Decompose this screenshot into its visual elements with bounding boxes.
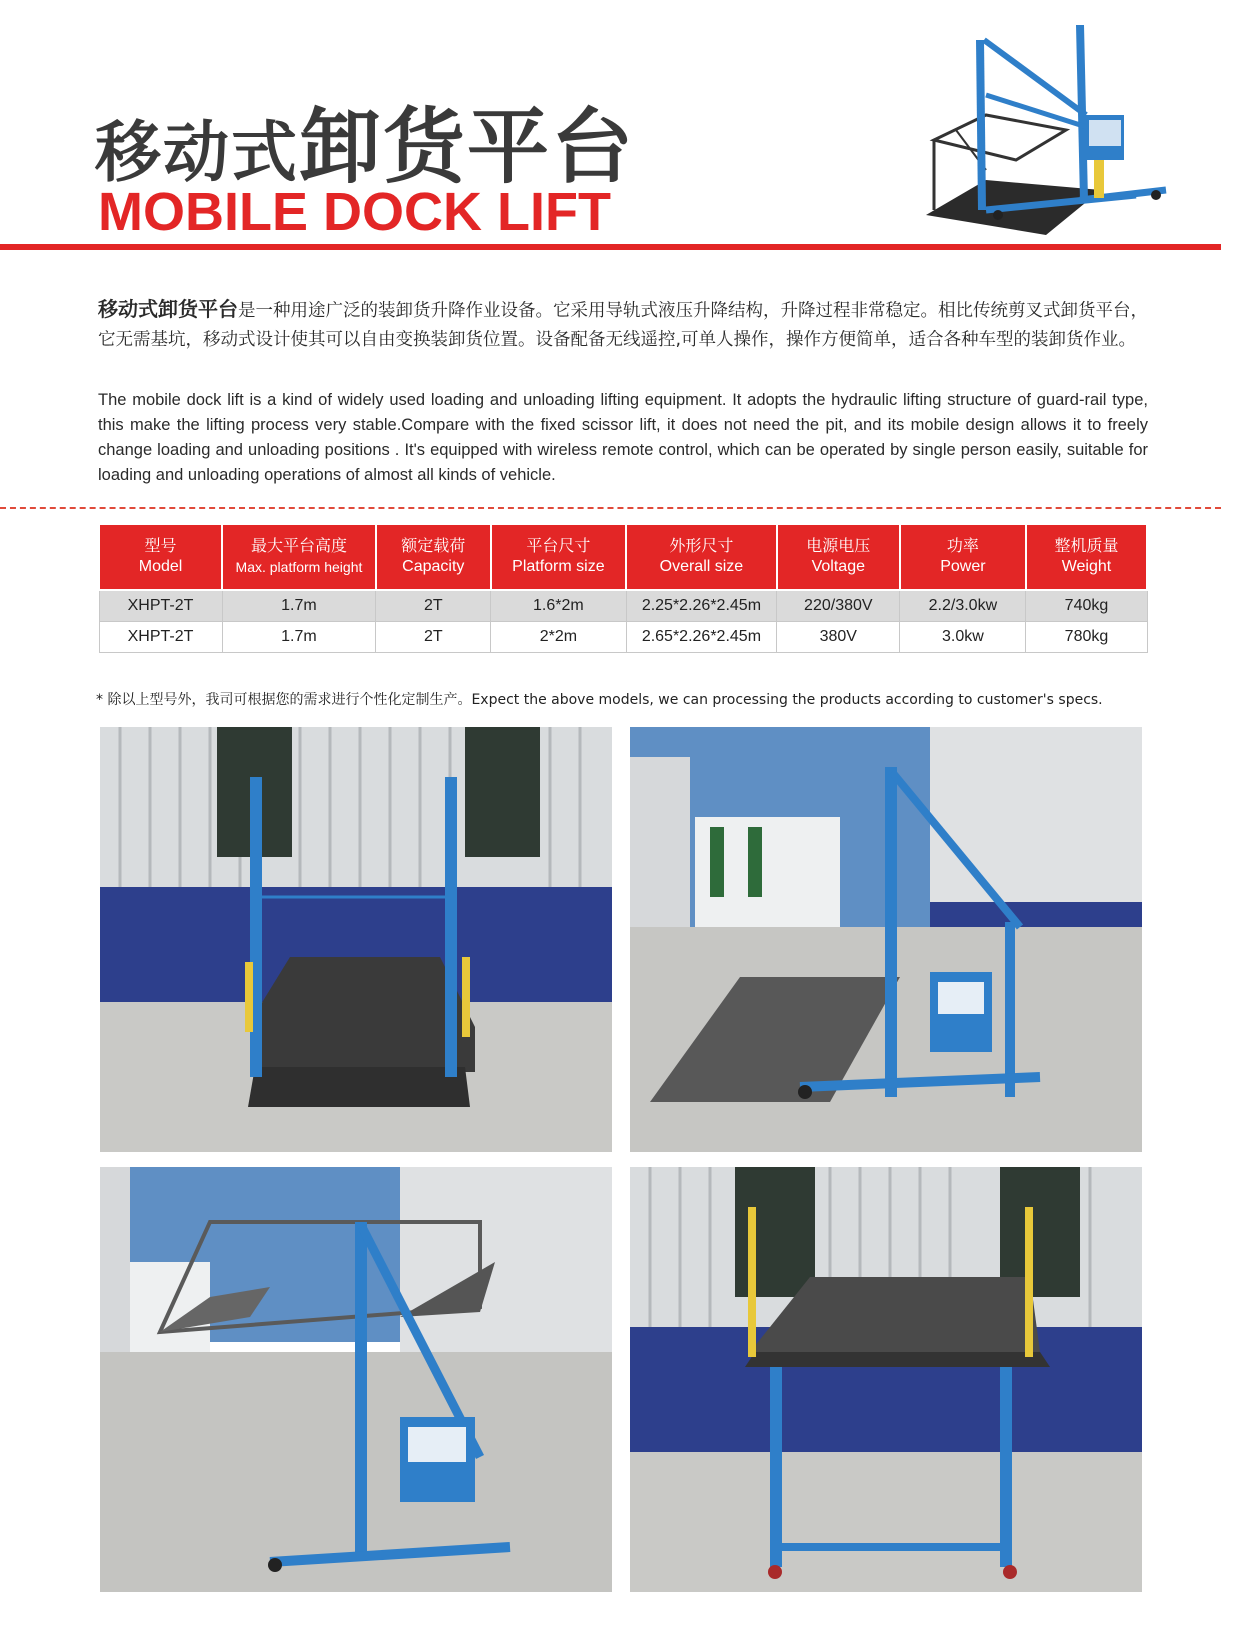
product-photo-front xyxy=(100,727,612,1152)
table-cell: 780kg xyxy=(1026,622,1147,653)
table-cell: 2.2/3.0kw xyxy=(900,590,1026,622)
table-cell: XHPT-2T xyxy=(99,622,222,653)
col-header-platform-size: 平台尺寸 Platform size xyxy=(491,524,626,590)
table-cell: 220/380V xyxy=(777,590,900,622)
table-row xyxy=(99,590,1147,622)
col-header-model: 型号 Model xyxy=(99,524,222,590)
table-cell: 740kg xyxy=(1026,590,1147,622)
table-cell: 2*2m xyxy=(491,622,626,653)
table-cell: 1.7m xyxy=(222,622,376,653)
product-photo-raised xyxy=(100,1167,612,1592)
col-header-height: 最大平台高度 Max. platform height xyxy=(222,524,376,590)
table-cell: 1.7m xyxy=(222,590,376,622)
page-title-en: MOBILE DOCK LIFT xyxy=(98,182,611,242)
table-cell: 380V xyxy=(777,622,900,653)
table-cell: 3.0kw xyxy=(900,622,1026,653)
description-cn-body: 是一种用途广泛的装卸货升降作业设备。它采用导轨式液压升降结构，升降过程非常稳定。相比传统剪叉式卸货平台，它无需基坑，移动式设计使其可以自由变换装卸货位置。设备配备无线遥控,可单人操作，操作方便简单，适合各种车型的装卸货作业。 xyxy=(98,301,1148,350)
title-cn-big: 卸货平台 xyxy=(299,100,636,195)
table-cell: XHPT-2T xyxy=(99,590,222,622)
col-header-capacity: 额定载荷 Capacity xyxy=(376,524,491,590)
table-cell: 2.25*2.26*2.45m xyxy=(626,590,777,622)
header-divider xyxy=(0,244,1221,250)
table-header-row xyxy=(99,524,1147,590)
table-cell: 1.6*2m xyxy=(491,590,626,622)
dashed-divider xyxy=(0,507,1221,509)
table-cell: 2T xyxy=(376,590,491,622)
col-header-voltage: 电源电压 Voltage xyxy=(777,524,900,590)
col-header-weight: 整机质量 Weight xyxy=(1026,524,1147,590)
col-header-power: 功率 Power xyxy=(900,524,1026,590)
spec-table xyxy=(98,523,1148,653)
customization-note: * 除以上型号外，我司可根据您的需求进行个性化定制生产。Expect the above models, we can processing the products according to customer's specs. xyxy=(96,692,1103,708)
product-photo-side xyxy=(630,727,1142,1152)
col-header-overall-size: 外形尺寸 Overall size xyxy=(626,524,777,590)
description-cn-lead: 移动式卸货平台 xyxy=(98,297,238,321)
product-photo-front-raised xyxy=(630,1167,1142,1592)
table-cell: 2.65*2.26*2.45m xyxy=(626,622,777,653)
description-cn xyxy=(98,295,1148,355)
table-cell: 2T xyxy=(376,622,491,653)
table-row xyxy=(99,622,1147,653)
title-cn-small: 移动式 xyxy=(95,114,299,191)
description-en: The mobile dock lift is a kind of widely used loading and unloading lifting equipment. It adopts the hydraulic lifting structure of guard-rail type, this make the lifting process very stable.Compare with the fixed scissor lift, it does not need the pit, and its mobile design allows it to freely change loading and unloading positions . It's equipped with wireless remote control, which can be operated by single person easily, suitable for loading and unloading operations of almost all kinds of vehicle. xyxy=(98,391,1148,484)
hero-product-image xyxy=(926,20,1182,244)
page-title-cn xyxy=(95,100,636,195)
